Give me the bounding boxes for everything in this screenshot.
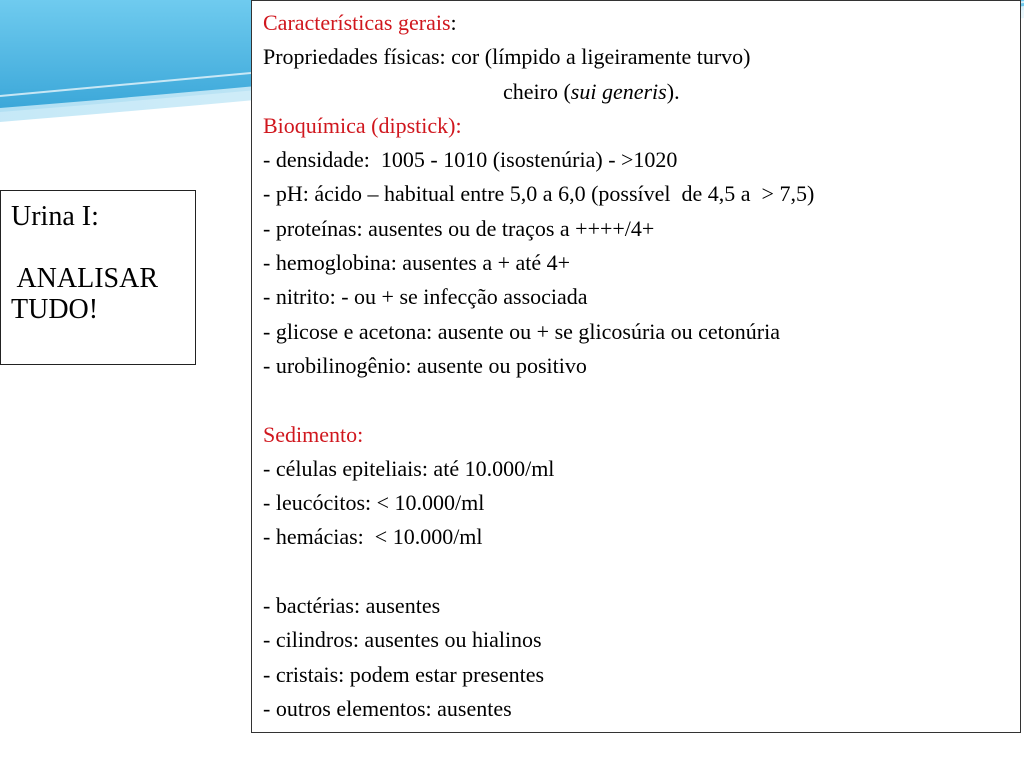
biochem-item-density: - densidade: 1005 - 1010 (isostenúria) - >1020 (263, 147, 678, 173)
other-item-others: - outros elementos: ausentes (263, 695, 512, 721)
smell-row (263, 75, 1020, 109)
biochem-item-proteins: - proteínas: ausentes ou de traços a ++++/4+ (263, 215, 655, 241)
biochem-heading: Bioquímica (dipstick): (263, 112, 462, 138)
summary-title: Urina I: (11, 201, 99, 232)
biochem-item-nitrite: - nitrito: - ou + se infecção associada (263, 284, 588, 310)
general-heading: Características gerais (263, 10, 451, 35)
sediment-item-red-cells: - hemácias: < 10.000/ml (263, 524, 483, 550)
summary-spacer (11, 232, 195, 263)
smell-italic: sui generis (570, 78, 667, 104)
physical-properties: Propriedades físicas: cor (límpido a ligeiramente turvo) (263, 44, 751, 70)
general-heading-colon: : (450, 10, 457, 35)
sediment-heading: Sedimento: (263, 421, 364, 447)
other-item-bacteria: - bactérias: ausentes (263, 593, 441, 619)
summary-line-1: ANALISAR (11, 263, 159, 294)
biochem-item-glucose: - glicose e acetona: ausente ou + se glicosúria ou cetonúria (263, 318, 780, 344)
sediment-item-epithelial: - células epiteliais: até 10.000/ml (263, 455, 555, 481)
biochem-item-ph: - pH: ácido – habitual entre 5,0 a 6,0 (possível de 4,5 a > 7,5) (263, 181, 815, 207)
biochem-item-hemoglobin: - hemoglobina: ausentes a + até 4+ (263, 250, 571, 276)
general-heading-row (263, 6, 1020, 40)
other-item-casts: - cilindros: ausentes ou hialinos (263, 627, 542, 653)
other-item-crystals: - cristais: podem estar presentes (263, 661, 545, 687)
spacer (263, 383, 1020, 417)
sediment-item-leukocytes: - leucócitos: < 10.000/ml (263, 490, 485, 516)
biochem-item-urobilinogen: - urobilinogênio: ausente ou positivo (263, 352, 587, 378)
summary-box (0, 190, 196, 365)
smell-suffix: ). (666, 78, 680, 104)
summary-line-2: TUDO! (11, 294, 99, 325)
content-box (251, 0, 1021, 733)
smell-prefix: cheiro ( (503, 78, 571, 104)
spacer (263, 555, 1020, 589)
